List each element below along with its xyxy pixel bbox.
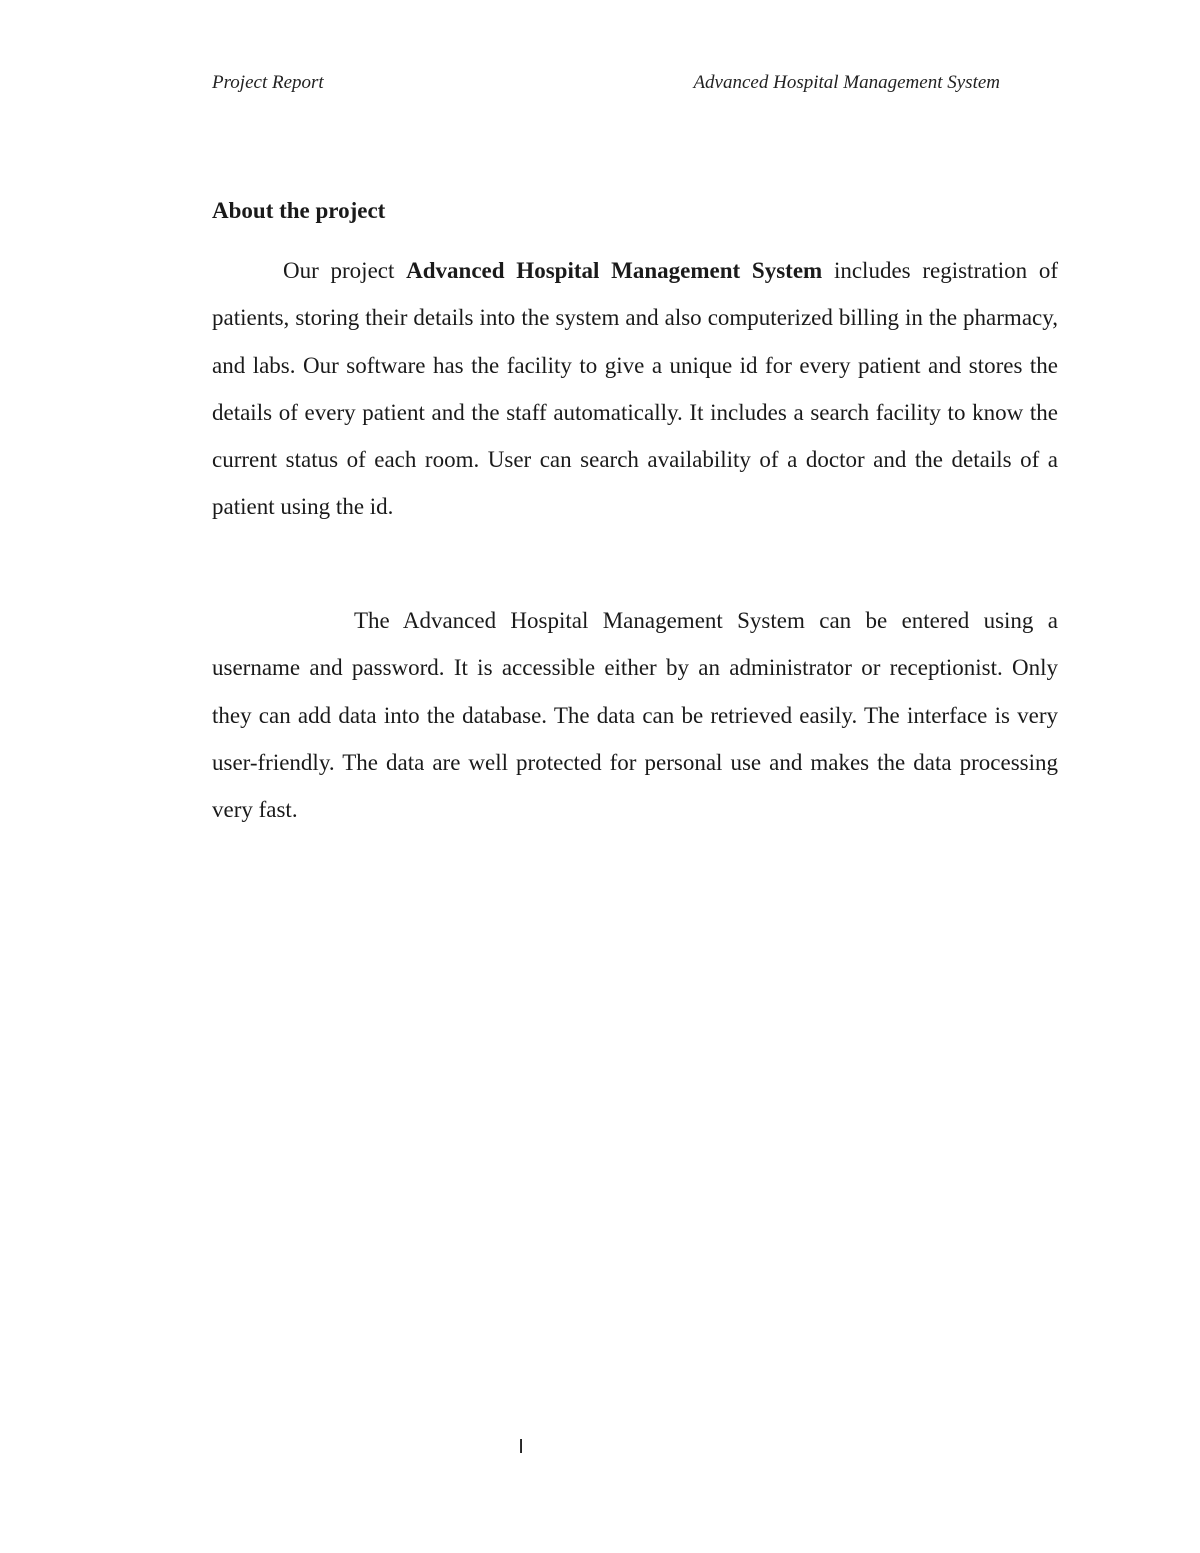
header-left-title: Project Report — [212, 72, 324, 93]
paragraph-intro-body: includes registration of patients, storing their details into the system and also computerized billing in the pharmacy, and labs. Our software has the facility to give a unique id for every patient and stores the details of every patient and the staff automatically. It includes a search facility to know the current status of each room. User can search availability of a doctor and the details of a patient using the id. — [212, 258, 1059, 520]
paragraph-intro — [212, 247, 1058, 531]
section-heading: About the project — [212, 198, 386, 223]
page-number: I — [518, 1436, 524, 1458]
paragraph-access: The Advanced Hospital Management System can be entered using a username and password. It is accessible either by an administrator or receptionist. Only they can add data into the database. The data can be retrieved easily. The interface is very user-friendly. The data are well protected for personal use and makes the data processing very fast. — [212, 608, 1058, 823]
project-name-bold: Advanced Hospital Management System — [406, 258, 823, 283]
running-header — [212, 72, 1000, 94]
paragraph-intro-lead: Our project — [283, 258, 395, 283]
header-right-title: Advanced Hospital Management System — [693, 72, 1000, 93]
